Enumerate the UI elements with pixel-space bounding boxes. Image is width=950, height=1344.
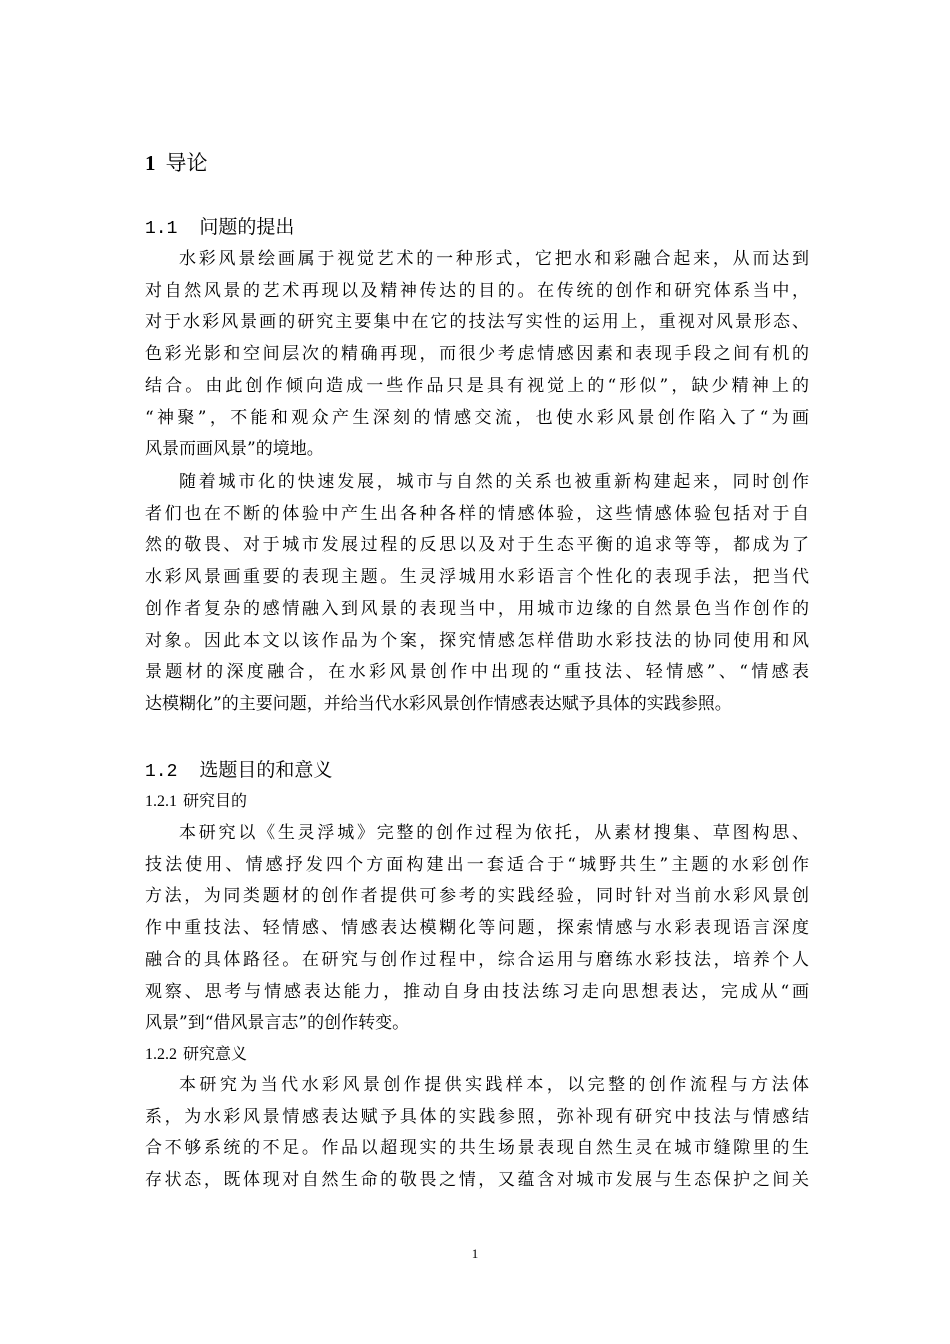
subsection-number: 1.2.1 [145, 793, 177, 810]
text-line: 然的敬畏、对于城市发展过程的反思以及对于生态平衡的追求等等，都成为了 [145, 535, 809, 556]
text-line: 方法，为同类题材的创作者提供可参考的实践经验，同时针对当前水彩风景创 [145, 886, 809, 907]
paragraph-1-2-1 [145, 818, 809, 1040]
section-title: 选题目的和意义 [199, 759, 333, 781]
text-line: 结合。由此创作倾向造成一些作品只是具有视觉上的“形似”，缺少精神上的 [145, 375, 809, 396]
text-line: 随着城市化的快速发展，城市与自然的关系也被重新构建起来，同时创作 [179, 472, 809, 492]
text-line: 作中重技法、轻情感、情感表达模糊化等问题，探索情感与水彩表现语言深度 [145, 918, 809, 939]
subsection-heading-1-2-2 [145, 1041, 247, 1068]
text-line: 对自然风景的艺术再现以及精神传达的目的。在传统的创作和研究体系当中， [145, 280, 809, 301]
text-line: 风景而画风景”的境地。 [145, 439, 324, 460]
subsection-title: 研究目的 [183, 791, 248, 810]
text-line: 风景”到“借风景言志”的创作转变。 [145, 1013, 410, 1034]
paragraph-1-1-a [145, 244, 809, 466]
text-line: “神聚”，不能和观众产生深刻的情感交流，也使水彩风景创作陷入了“为画 [145, 407, 809, 428]
chapter-heading [145, 146, 208, 180]
text-line: 色彩光影和空间层次的精确再现，而很少考虑情感因素和表现手段之间有机的 [145, 344, 809, 365]
paragraph-1-2-2 [145, 1070, 809, 1197]
section-number: 1.2 [145, 762, 178, 782]
chapter-number: 1 [145, 151, 156, 175]
paragraph-1-1-b [145, 467, 809, 721]
section-number: 1.1 [145, 219, 178, 239]
text-line: 景题材的深度融合，在水彩风景创作中出现的“重技法、轻情感”、“情感表 [145, 662, 809, 683]
text-line: 对于水彩风景画的研究主要集中在它的技法写实性的运用上，重视对风景形态、 [145, 312, 809, 333]
section-heading-1-2 [145, 755, 332, 787]
subsection-title: 研究意义 [183, 1044, 248, 1063]
text-line: 者们也在不断的体验中产生出各种各样的情感体验，这些情感体验包括对于自 [145, 503, 809, 524]
page-number: 1 [471, 1246, 479, 1261]
text-line: 融合的具体路径。在研究与创作过程中，综合运用与磨练水彩技法，培养个人 [145, 949, 809, 970]
text-line: 创作者复杂的感情融入到风景的表现当中，用城市边缘的自然景色当作创作的 [145, 598, 809, 619]
text-line: 本研究为当代水彩风景创作提供实践样本，以完整的创作流程与方法体 [179, 1075, 809, 1095]
text-line: 技法使用、情感抒发四个方面构建出一套适合于“城野共生”主题的水彩创作 [145, 854, 809, 875]
text-line: 存状态，既体现对自然生命的敬畏之情，又蕴含对城市发展与生态保护之间关 [145, 1170, 809, 1191]
text-line: 水彩风景画重要的表现主题。生灵浮城用水彩语言个性化的表现手法，把当代 [145, 567, 809, 588]
text-line: 观察、思考与情感表达能力，推动自身由技法练习走向思想表达，完成从“画 [145, 981, 809, 1002]
subsection-heading-1-2-1 [145, 788, 247, 815]
text-line: 水彩风景绘画属于视觉艺术的一种形式，它把水和彩融合起来，从而达到 [179, 249, 809, 269]
text-line: 系，为水彩风景情感表达赋予具体的实践参照，弥补现有研究中技法与情感结 [145, 1106, 809, 1127]
text-line: 对象。因此本文以该作品为个案，探究情感怎样借助水彩技法的协同使用和风 [145, 630, 809, 651]
subsection-number: 1.2.2 [145, 1046, 177, 1063]
text-line: 本研究以《生灵浮城》完整的创作过程为依托，从素材搜集、草图构思、 [179, 823, 809, 843]
text-line: 达模糊化”的主要问题，并给当代水彩风景创作情感表达赋予具体的实践参照。 [145, 693, 732, 714]
chapter-title: 导论 [165, 151, 208, 175]
section-title: 问题的提出 [199, 216, 295, 238]
section-heading-1-1 [145, 212, 294, 244]
text-line: 合不够系统的不足。作品以超现实的共生场景表现自然生灵在城市缝隙里的生 [145, 1138, 809, 1159]
